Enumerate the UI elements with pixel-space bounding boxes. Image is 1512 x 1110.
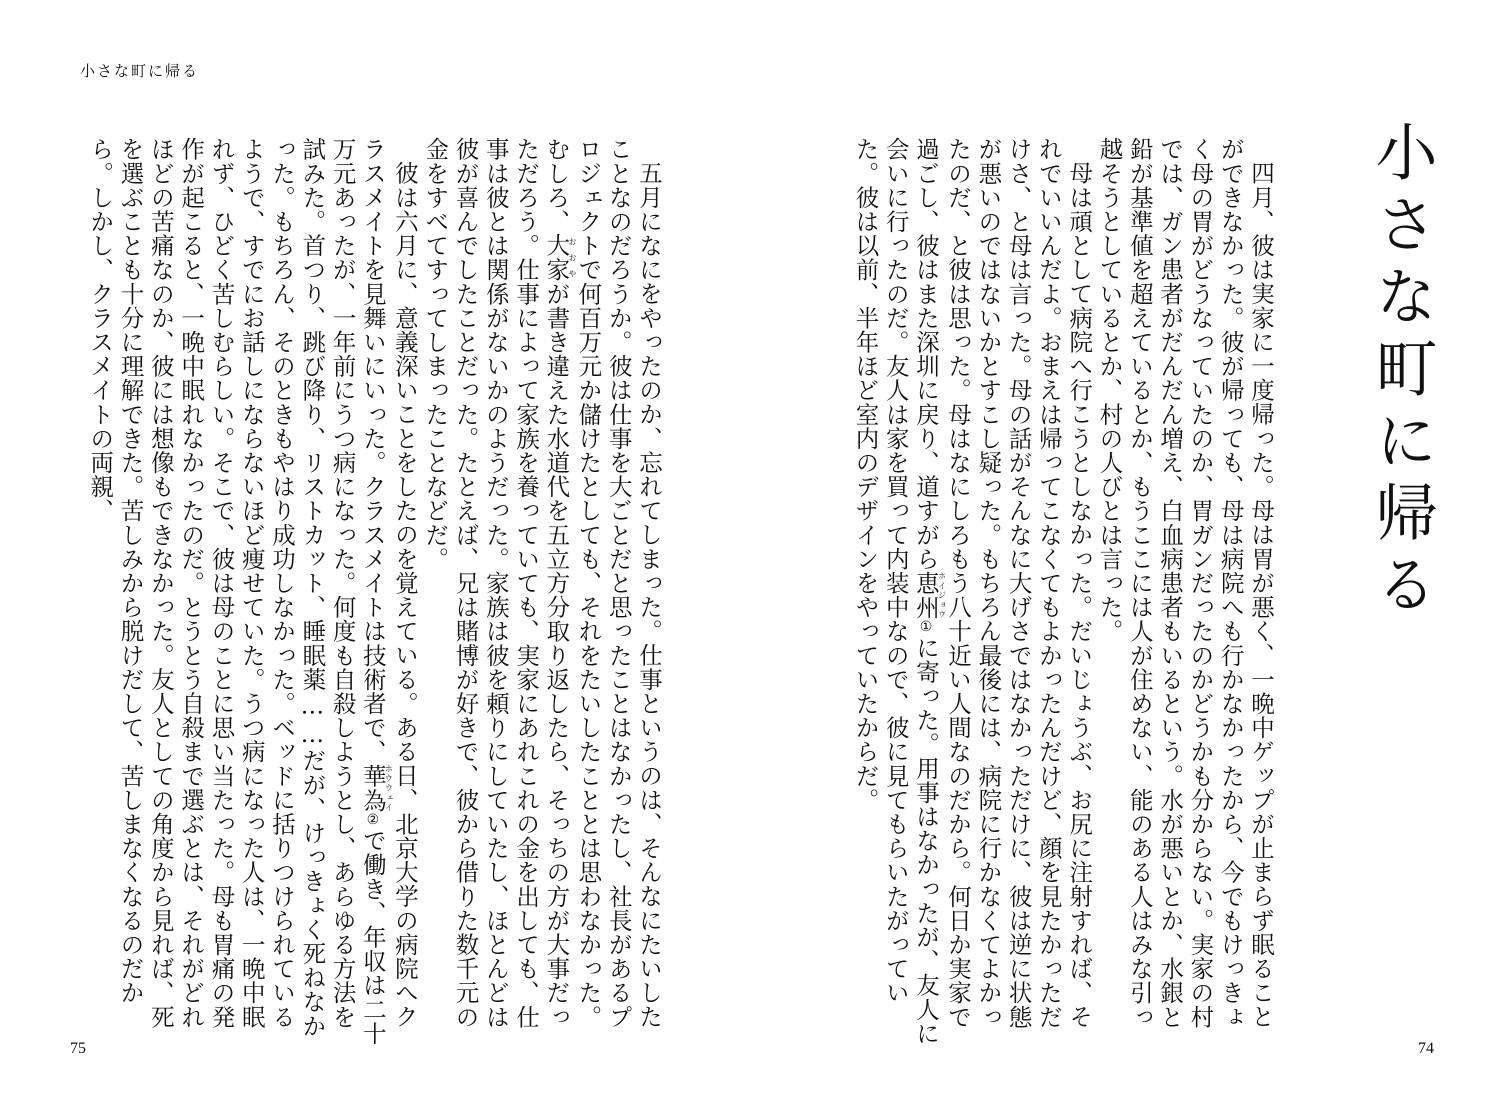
ruby-reading: おおや xyxy=(567,233,577,282)
chapter-title: 小さな町に帰る xyxy=(1365,120,1438,624)
ruby-huizhou xyxy=(912,570,947,620)
paragraph-text: に寄った。用事はなかったが、友人に会いに行ったのだ。友人は家を買って内装中なので、彼に見てもらいたがっていた。彼は以前、半年ほど室内のデザインをやっていたからだ。 xyxy=(851,137,941,1046)
paragraph-text: 彼は六月に、意義深いことをしたのを覚えている。ある日、北京大学の病院へクラスメイトを見舞いにいった。クラスメイトは技術者で、 xyxy=(358,137,419,1029)
paragraph-text: で働き、年収は二十万元あったが、一年前にうつ病になった。何度も自殺しようとし、あらゆる方法を試みた。首つり、跳び降り、リストカット、睡眠薬……だが、けっきょく死ねなかった。もちろん、そのときもやはり成功しなかった。ベッドに括りつけられているようで、すでにお話しにならないほど痩せていた。うつ病になった人は、一晩中眠れず、ひどく苦しむらしい。そこで、彼は母のことに思い当たった。母も胃痛の発作が起こると、一晩中眠れなかったのだ。とうとう自殺まで選ぶとは、それがどれほどの苦痛なのか、彼には想像もできなかった。友人としての角度から見れば、死を選ぶことも十分に理解できた。苦しみから脱けだして、苦しまなくなるのだから。しかし、クラスメイトの両親、 xyxy=(86,137,387,1046)
paragraph-text: 四月、彼は実家に一度帰った。母は胃が悪く、一晩中ゲップが止まらず眠ることができなかった。彼が帰っても、母は病院へも行かなかったから、今でもけっきょく母の胃がどうなっていたのか、胃ガンだったのかどうかも分からない。実家の村では、ガン患者がだんだん増え、白血病患者もいるという。水が悪いとか、水銀と鉛が基準値を超えているとか、もうここには人が住めない、能のある人はみな引っ越そうとしているとか、村の人びとは言った。 xyxy=(1095,137,1275,1029)
ruby-base: 大家 xyxy=(542,233,571,282)
paragraph xyxy=(1094,137,1276,1052)
ruby-base: 華為 xyxy=(358,763,387,812)
ruby-reading: ホウウェイ xyxy=(384,763,394,812)
page-number: 74 xyxy=(1418,1040,1434,1057)
page-number: 75 xyxy=(70,1040,86,1057)
running-head: 小さな町に帰る xyxy=(80,62,200,80)
ruby-base: 恵州 xyxy=(912,570,941,620)
ruby-huawei xyxy=(358,763,394,812)
paragraph-text: が書き違えた水道代を五立 xyxy=(542,281,571,571)
left-page-body xyxy=(86,137,664,1052)
note-marker: ① xyxy=(918,619,935,636)
right-page-body xyxy=(851,137,1276,1052)
ruby-reading: ホイジョウ xyxy=(937,570,947,619)
right-page xyxy=(756,0,1512,1110)
paragraph xyxy=(850,137,1094,1052)
paragraph-text: 母は頑として病院へ行こうとしなかった。だいじょうぶ、お尻に注射すれば、それでいいんだよ。おまえは帰ってこなくてもよかったんだけど、顔を見たかっただけさ、と母は言った。母の話がそんなに大げさではなかっただけに、彼は逆に状態が悪いのではないかとすこし疑った。もちろん最後には、病院に行かなくてよかったのだ、と彼は思った。母はなにしろもう八十近い人間なのだから。何日か実家で過ごし、彼はまた深圳に戻り、道すがら xyxy=(912,137,1094,1029)
ruby-daka xyxy=(542,233,577,282)
paragraph-text: 方分取り返したら、そっちの方が大事だっただろう。仕事によって家族を養っていても、実家にあれこれの金を出しても、仕事は彼とは関係がないかのようだった。家族は彼を頼りにしていたし、ほとんどは彼が喜んでしたことだった。たとえば、兄は賭博が好きで、彼から借りた数千元の金をすべてすってしまったことなどだ。 xyxy=(421,137,571,1029)
paragraph xyxy=(420,137,664,1052)
note-marker: ② xyxy=(364,811,381,829)
paragraph xyxy=(85,137,420,1052)
paragraph-text: 五月になにをやったのか、忘れてしまった。仕事というのは、そんなにたいしたことなのだろうか。彼は仕事を大ごとだと思ったことはなかったし、社長があるプロジェクトで何百万元か儲けたとしても、それをたいしたこととは思わなかった。むしろ、 xyxy=(542,137,663,1029)
